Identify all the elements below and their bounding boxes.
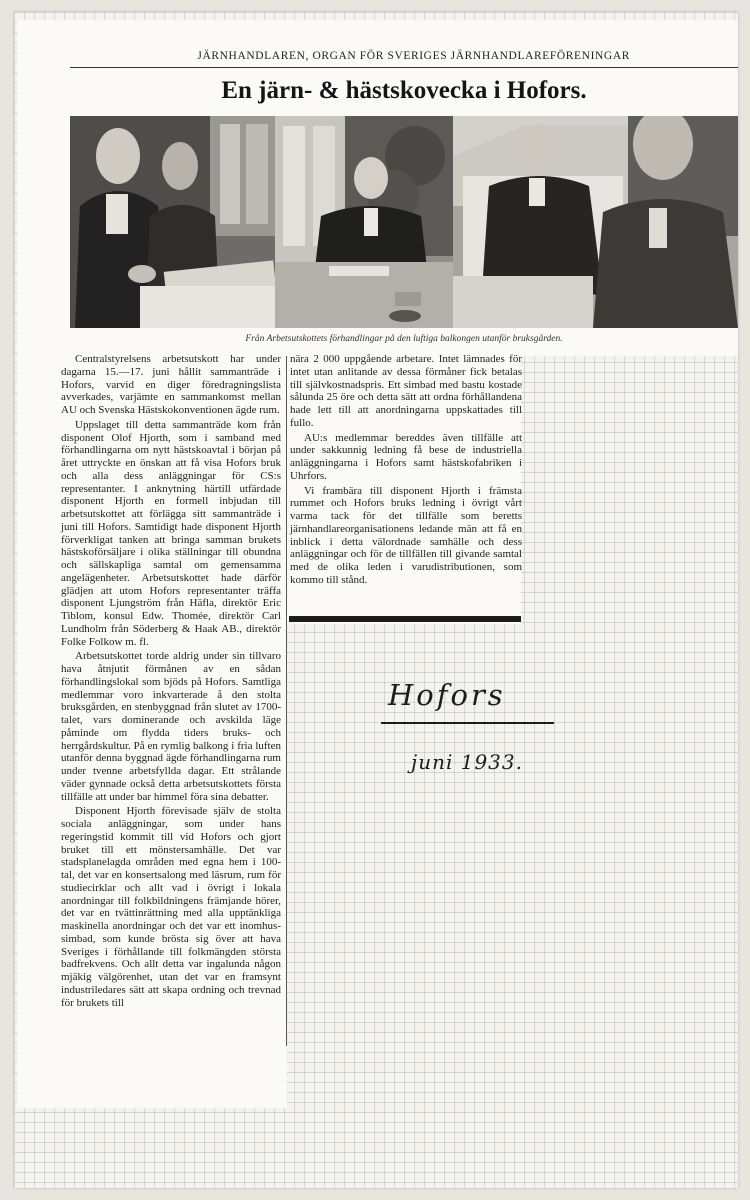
article-right-column (290, 353, 522, 587)
paragraph: Disponent Hjorth förevisade själv de stolta sociala anläggningar, som under hans regeringstid kommit till vid Hofors och gjort bruket till ett mönstersamhälle. Det var stadsplanelagda områden med egna hem i 100-tal, det var en konsertsalong med läsrum, rum för studiecirklar och allt vad i övrigt i lokala anordningar till folkbildningens främjande hörer, det var en tvättinrättning med alla upptänkliga maskinella anordningar och det var ett inomhus-simbad, som kunde brösta sig över att hava Sveriges i förhållande till folkmängden största badfrekvens. Och allt detta var ingalunda någon mjäkig välgörenhet, utan det var en framsynt industriledares sätt att skapa ordning och trevnad för brukets till (61, 805, 281, 1009)
paragraph: Centralstyrelsens arbetsutskott har under dagarna 15.—17. juni hållit sammanträde i Hofors, varvid en diger föredragningslista avverkades, varjämte en sammankomst mellan AU och Svenska Hästskokonventionen ägde rum. (61, 353, 281, 416)
handwritten-place: Hofors (388, 678, 506, 712)
photo-two-men-outdoors (453, 116, 738, 328)
photo-man-at-table (275, 116, 453, 328)
header-rule (70, 67, 738, 68)
photo-caption: Från Arbetsutskottets förhandlingar på den luftiga balkongen utanför bruksgården. (245, 334, 563, 344)
article-left-column (61, 353, 281, 1009)
journal-header: JÄRNHANDLAREN, ORGAN FÖR SVERIGES JÄRNHANDLAREFÖRENINGAR (197, 50, 630, 62)
handwritten-date: juni 1933. (411, 750, 523, 774)
article-title: En järn- & hästskovecka i Hofors. (221, 77, 587, 104)
handwritten-underline (381, 722, 554, 724)
paragraph: Uppslaget till detta sammanträde kom från disponent Olof Hjorth, som i samband med förhandlingarna om nytt hästskoavtal i början på året uttryckte en önskan att få visa Hofors bruk och alla dess anläggningar för CS:s representanter. I anknytning härtill utfärdade disponent Hjorth en formell inbjudan till arbetsutskottet att förlägga sitt sammanträde i juni till Hofors. Samtidigt hade disponent Hjorth förverkligat tanken att bringa samman brukets hästskoförsäljare i olika ställningar till obundna och sällskapliga samtal om gemensamma angelägenheter. Arbetsutskottet hade därför glädjen att utom Hofors representanter träffa disponent Ljungström från Häfla, direktör Eric Tiblom, konsul Edw. Thomée, direktör Carl Lundholm från Söderberg & Haak AB., direktör Folke Folkow m. fl. (61, 418, 281, 648)
column-divider (286, 356, 287, 1046)
paragraph: Vi frambära till disponent Hjorth i främsta rummet och Hofors bruks ledning i övrigt vårt varma tack för det tillfälle som beretts järnhandlareorganisationens ledande män att få en inblick i detta välordnade samhälle och dess anläggningar och för de tillfällen till givande samtal med de olika leden i varudistributionen, som kommo till stånd. (290, 484, 522, 586)
paragraph: AU:s medlemmar bereddes även tillfälle att under sakkunnig ledning få bese de industriella anläggningarna i Hofors samt hästskofabriken i Uhrfors. (290, 431, 522, 482)
paragraph: Arbetsutskottet torde aldrig under sin tillvaro hava åtnjutit förmånen av en sådan förhandlingslokal som bjöds på Hofors. Samtliga medlemmar voro inkvarterade å den stolta bruksgården, en stenbyggnad från slutet av 1700-talet, vars dominerande och avskilda läge påminde om flydda tiders bruks- och herrgårdskultur. På en rymlig balkong i fria luften utanför denna byggnad ägde förhandlingarna rum under tvenne arbetsfyllda dagar. Ett strålande väder gynnade också detta arbetsutskottets första tillfälle att under bar himmel föra sina debatter. (61, 650, 281, 803)
photo-two-men-documents (70, 116, 275, 328)
paragraph: nära 2 000 uppgående arbetare. Intet lämnades för intet utan anlitande av dessa förmåner fick betalas till självkostnadspris. Ett simbad med bastu kostade sålunda 25 öre och detta sätt att ordna förhållandena hade lett till att anordningarna uppskattades till fullo. (290, 353, 522, 429)
article-end-rule (289, 616, 521, 622)
